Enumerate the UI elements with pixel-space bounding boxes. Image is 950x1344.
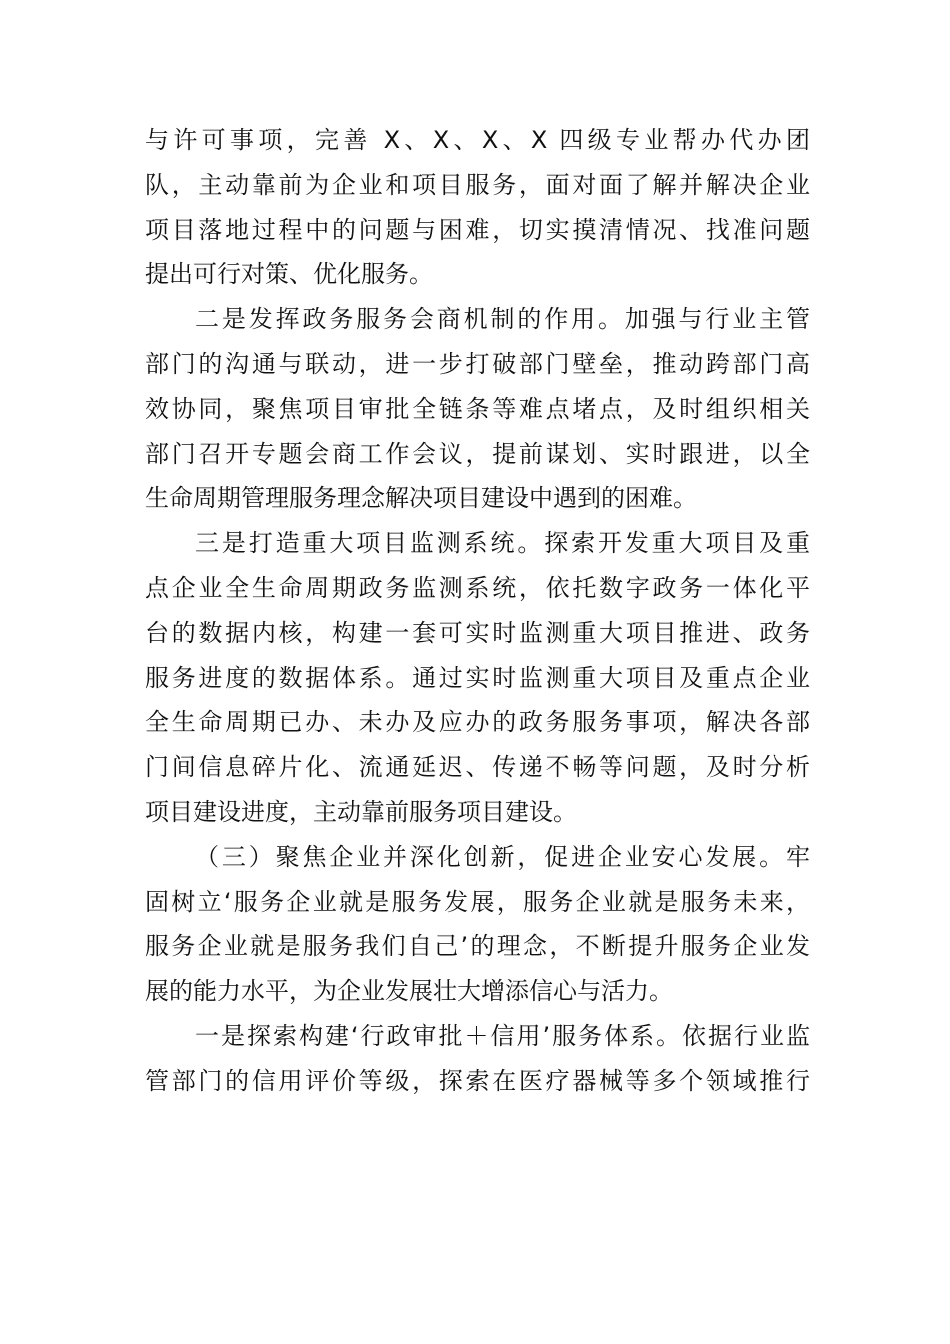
text-line: 项目建设进度，主动靠前服务项目建设。	[145, 797, 577, 826]
text-line: 一是探索构建‘行政审批＋信用’服务体系。依据行业监	[195, 1021, 810, 1050]
text-line: 队，主动靠前为企业和项目服务，面对面了解并解决企业	[145, 170, 810, 199]
text-line: 展的能力水平，为企业发展壮大增添信心与活力。	[145, 977, 673, 1006]
text-line: 台的数据内核，构建一套可实时监测重大项目推进、政务	[145, 618, 810, 647]
text-line: 生命周期管理服务理念解决项目建设中遇到的困难。	[145, 484, 697, 513]
text-line: 与许可事项，完善 X、X、X、X 四级专业帮办代办团	[145, 126, 810, 154]
text-line: 门间信息碎片化、流通延迟、传递不畅等问题，及时分析	[145, 753, 810, 782]
text-line: 全生命周期已办、未办及应办的政务服务事项，解决各部	[145, 708, 810, 737]
text-line: 部门的沟通与联动，进一步打破部门壁垒，推动跨部门高	[145, 349, 810, 378]
text-line: 二是发挥政务服务会商机制的作用。加强与行业主管	[195, 305, 810, 334]
text-line: 部门召开专题会商工作会议，提前谋划、实时跟进，以全	[145, 439, 810, 468]
text-line: 固树立‘服务企业就是服务发展，服务企业就是服务未来，	[145, 887, 810, 916]
text-line: 三是打造重大项目监测系统。探索开发重大项目及重	[195, 529, 810, 558]
text-line: （三）聚焦企业并深化创新，促进企业安心发展。牢	[195, 842, 810, 871]
text-line: 项目落地过程中的问题与困难，切实摸清情况、找准问题	[145, 215, 810, 244]
text-line: 提出可行对策、优化服务。	[145, 260, 433, 289]
body-text	[145, 118, 810, 1104]
text-line: 效协同，聚焦项目审批全链条等难点堵点，及时组织相关	[145, 394, 810, 423]
text-line: 服务进度的数据体系。通过实时监测重大项目及重点企业	[145, 663, 810, 692]
text-line: 点企业全生命周期政务监测系统，依托数字政务一体化平	[145, 573, 810, 602]
text-line: 管部门的信用评价等级，探索在医疗器械等多个领域推行	[145, 1066, 810, 1095]
text-line: 服务企业就是服务我们自己’的理念，不断提升服务企业发	[145, 932, 810, 961]
